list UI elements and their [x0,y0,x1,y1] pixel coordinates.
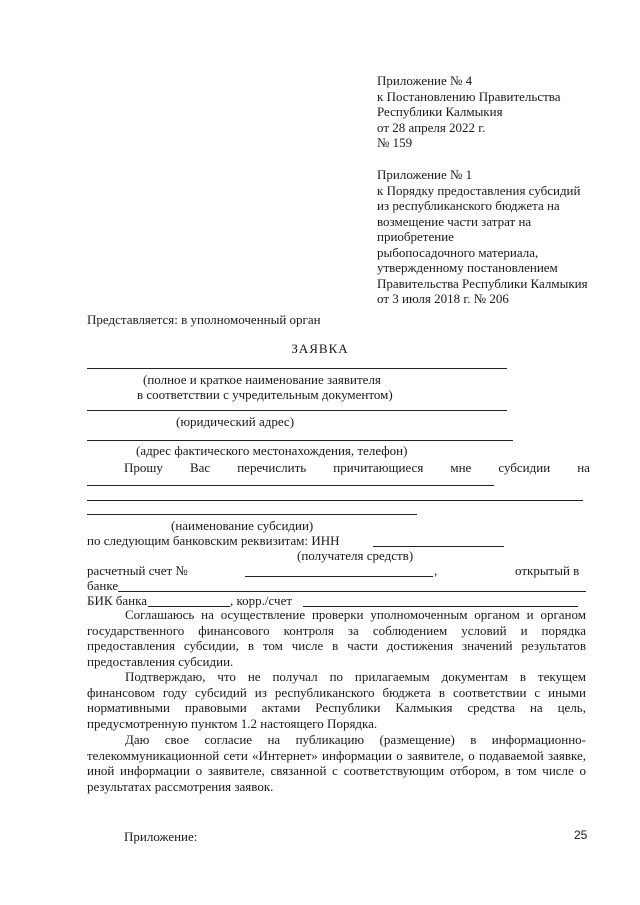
subsidy-line [87,485,494,486]
appendix-4-line: Республики Калмыкия [377,104,503,119]
applicant-name-line [87,368,507,369]
bank-name-line [118,591,586,592]
bank-label: банке [87,578,119,593]
caption-applicant-name: в соответствии с учредительным документом) [137,387,393,402]
bank-requisites-label: по следующим банковским реквизитам: ИНН [87,533,340,548]
appendix-4-line: к Постановлению Правительства [377,88,561,104]
appendix-1-line: возмещение части затрат на [377,213,532,229]
appendix-1-line: к Порядку предоставления субсидий [377,182,581,198]
bik-label: БИК банка [87,593,148,608]
appendix-1-block [377,167,588,307]
caption-applicant-name: (полное и краткое наименование заявителя [143,372,381,387]
page-number: 25 [574,828,588,842]
appendix-1-line: от 3 июля 2018 г. № 206 [377,291,509,306]
appendix-1-line: из республиканского бюджета на [377,198,560,213]
request-word: Прошу [124,460,163,475]
appendix-4-line: от 28 апреля 2022 г. [377,119,486,135]
inn-line [373,546,504,547]
submitted-to: Представляется: в уполномоченный орган [87,312,321,327]
appendix-1-line: приобретение [377,229,454,244]
caption-actual-address: (адрес фактического местонахождения, телефон) [136,443,408,458]
request-line [124,460,590,476]
appendix-1-line: рыбопосадочного материала, [377,244,539,260]
caption-subsidy-name: (наименование субсидии) [171,518,314,533]
consent-publish-paragraph: Даю свое согласие на публикацию (размещение) в информационно-телекоммуникационной сети «Интернет» информации о заявителе, о подаваемой заявке, иной информации о заявителе, связанной с соответствующим отбором, в том числе о результатах рассмотрения заявок. [87,732,586,794]
subsidy-line [87,514,417,515]
request-word: перечислить [237,460,307,475]
caption-legal-address: (юридический адрес) [176,414,295,429]
account-label: расчетный счет № [87,563,188,578]
appendix-4-line: Приложение № 4 [377,73,473,88]
legal-address-line [87,410,507,411]
caption-recipient: (получателя средств) [297,548,414,563]
appendix-4-line: № 159 [377,135,413,150]
appendix-1-line: Правительства Республики Калмыкия [377,275,588,291]
consent-check-paragraph: Соглашаюсь на осуществление проверки уполномоченным органом и органом государственного финансового контроля за соблюдением условий и порядка предоставления субсидии, в том числе в части достижения значений результатов предоставления субсидии. [87,607,586,669]
appendix-1-line: Приложение № 1 [377,167,473,182]
account-comma: , [434,563,438,578]
page-title: ЗАЯВКА [291,341,349,356]
corr-account-label: , корр./счет [230,593,293,608]
actual-address-line [87,440,513,441]
request-word: причитающиеся [333,460,424,475]
confirm-paragraph: Подтверждаю, что не получал по прилагаемым документам в текущем финансовом году субсидий из республиканского бюджета в соответствии с иными нормативными правовыми актами Республики Калмыкия средства на цель, предусмотренную пунктом 1.2 настоящего Порядка. [87,669,586,731]
attachment-label: Приложение: [124,829,198,844]
request-word: Вас [189,460,211,475]
account-number-line [245,576,433,577]
appendix-1-line: утвержденному постановлением [377,260,558,275]
request-word: мне [450,460,472,475]
request-word: субсидии [498,460,551,475]
request-word: на [577,460,590,475]
subsidy-line [87,500,583,501]
appendix-4-block [377,73,561,151]
opened-in-label: открытый в [515,563,580,578]
